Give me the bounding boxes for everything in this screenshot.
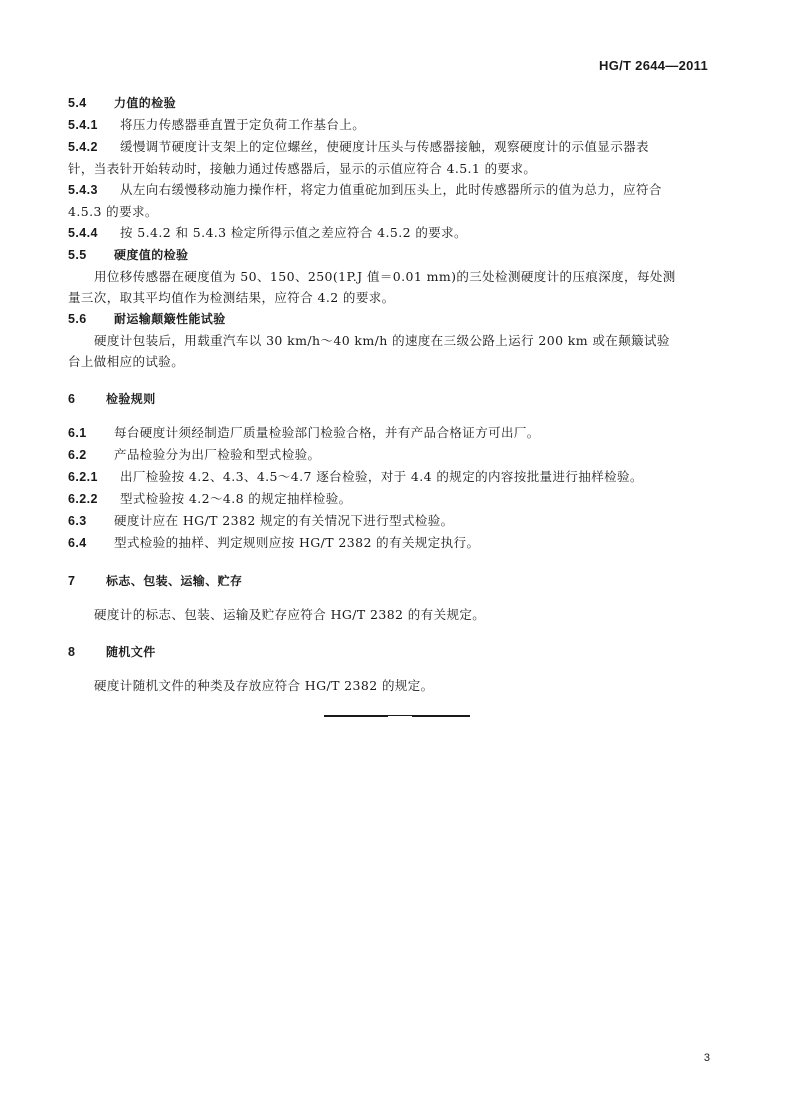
clause: 6.2.1 出厂检验按 4.2、4.3、4.5～4.7 逐台检验，对于 4.4 的规定的内容按批量进行抽样检验。: [68, 469, 643, 484]
clause: 5.4.1 将压力传感器垂直置于定负荷工作基台上。: [68, 117, 366, 132]
clause: 5.4.2 缓慢调节硬度计支架上的定位螺丝，使硬度计压头与传感器接触，观察硬度计的示值显示器表: [68, 139, 649, 154]
clause: 6.4 型式检验的抽样、判定规则应按 HG/T 2382 的有关规定执行。: [68, 535, 480, 550]
paragraph-continuation: 量三次，取其平均值作为检测结果，应符合 4.2 的要求。: [68, 290, 395, 305]
section-heading: 5.6 耐运输颠簸性能试验: [68, 312, 226, 326]
paragraph: 硬度计的标志、包装、运输及贮存应符合 HG/T 2382 的有关规定。: [94, 607, 486, 622]
clause: 6.2 产品检验分为出厂检验和型式检验。: [68, 447, 321, 462]
clause-continuation: 针，当表针开始转动时，接触力通过传感器后，显示的示值应符合 4.5.1 的要求。: [68, 161, 537, 176]
clause: 6.2.2 型式检验按 4.2～4.8 的规定抽样检验。: [68, 491, 352, 506]
page-number: 3: [703, 1052, 710, 1064]
end-of-document-rule: [324, 713, 470, 727]
paragraph: 硬度计包装后，用载重汽车以 30 km/h～40 km/h 的速度在三级公路上运行 200 km 或在颠簸试验: [94, 333, 670, 348]
chapter-heading: 7 标志、包装、运输、贮存: [68, 574, 243, 588]
paragraph: 硬度计随机文件的种类及存放应符合 HG/T 2382 的规定。: [94, 678, 434, 693]
paragraph-continuation: 台上做相应的试验。: [68, 354, 185, 369]
chapter-heading: 6 检验规则: [68, 392, 156, 406]
standard-number: HG/T 2644—2011: [599, 58, 708, 73]
clause: 6.3 硬度计应在 HG/T 2382 规定的有关情况下进行型式检验。: [68, 513, 454, 528]
document-body: [68, 92, 730, 696]
section-heading: 5.4 力值的检验: [68, 96, 177, 110]
clause: 5.4.4 按 5.4.2 和 5.4.3 检定所得示值之差应符合 4.5.2 的要求。: [68, 225, 467, 240]
chapter-heading: 8 随机文件: [68, 645, 156, 659]
clause: 6.1 每台硬度计须经制造厂质量检验部门检验合格，并有产品合格证方可出厂。: [68, 425, 540, 440]
section-heading: 5.5 硬度值的检验: [68, 248, 189, 262]
paragraph: 用位移传感器在硬度值为 50、150、250(1P.J 值＝0.01 mm)的三处检测硬度计的压痕深度，每处测: [94, 269, 676, 284]
clause: 5.4.3 从左向右缓慢移动施力操作杆，将定力值重砣加到压头上，此时传感器所示的值为总力，应符合: [68, 182, 662, 197]
clause-continuation: 4.5.3 的要求。: [68, 204, 158, 219]
